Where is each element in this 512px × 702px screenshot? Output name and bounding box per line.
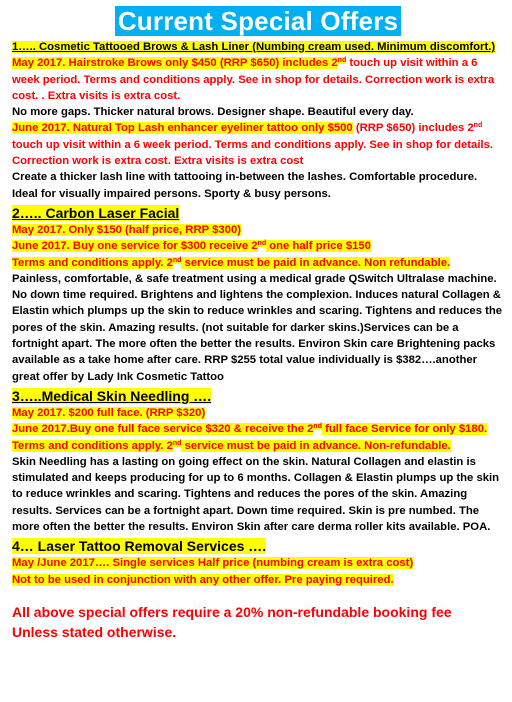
- brows-description: No more gaps. Thicker natural brows. Designer shape. Beautiful every day.: [12, 106, 414, 119]
- offer-line: [12, 222, 504, 238]
- offer-text: June 2017. Buy one service for $300 receive 2: [12, 240, 258, 253]
- section-heading-text: 3…..Medical Skin Needling ….: [12, 387, 212, 404]
- offer-text: Not to be used in conjunction with any other offer. Pre paying required.: [12, 573, 394, 586]
- section-tattoo-removal: [12, 537, 504, 588]
- offer-sup: nd: [172, 439, 182, 447]
- section-heading: [12, 39, 504, 55]
- section-heading-text: 1….. Cosmetic Tattooed Brows & Lash Liner (Numbing cream used. Minimum discomfort.): [12, 41, 496, 53]
- offer-text: (RRP $650) includes 2: [352, 122, 474, 135]
- section-heading-text: 2….. Carbon Laser Facial: [12, 204, 180, 221]
- offer-text: June 2017.Buy one full face service $320 & receive the 2: [12, 423, 314, 436]
- offer-text: May /June 2017…. Single services Half price (numbing cream is extra cost): [12, 557, 414, 570]
- offer-text: May 2017. Only $150 (half price, RRP $300): [12, 223, 241, 236]
- carbon-description: Painless, comfortable, & safe treatment using a medical grade QSwitch Ultralase machine. No down time required. Brightens and lightens the complexion. Induces natural Collagen & Elastin which plumps up the skin to reduce wrinkles and scaring. Tightens and reduces the pores of the skin. Amazing results. (not suitable for darker skins.)Services can be a fortnight apart. The more often the better the results. Environ Skin care Brightening packs available as a take home after care. RRP $255 total value individually is $382….another great offer by Lady Ink Cosmetic Tattoo: [12, 272, 503, 383]
- offer-sup: nd: [257, 240, 267, 248]
- offer-text: May 2017. Hairstroke Brows only $450 (RRP $650) includes 2: [12, 57, 338, 70]
- offer-text: May 2017. $200 full face. (RRP $320): [12, 406, 206, 419]
- offer-text: Terms and conditions apply. 2: [12, 256, 173, 269]
- offer-text: June 2017. Natural Top Lash enhancer eyeliner tattoo only $500: [12, 122, 353, 135]
- offer-line: [12, 572, 504, 588]
- offer-line: [12, 255, 504, 271]
- offer-sup: nd: [473, 122, 483, 130]
- offer-line: [12, 438, 504, 454]
- title-wrap: [12, 6, 504, 36]
- section-carbon-laser: [12, 204, 504, 385]
- offer-hairstroke-brows: [12, 55, 504, 104]
- offer-lash-liner: [12, 120, 504, 169]
- offer-text: one half price $150: [266, 240, 371, 253]
- offer-text: service must be paid in advance. Non refundable.: [181, 256, 451, 269]
- offer-text: full face Service for only $180.: [321, 423, 488, 436]
- booking-fee-notice: [12, 602, 504, 642]
- offer-line: [12, 405, 504, 421]
- lash-description: Create a thicker lash line with tattooing in-between the lashes. Comfortable procedure. Ideal for visually impaired persons. Sporty & busy persons.: [12, 171, 478, 200]
- offer-line: [12, 238, 504, 254]
- needling-description: Skin Needling has a lasting on going effect on the skin. Natural Collagen and elastin is stimulated and keeps producing for up to 6 months. Collagen & Elastin plumps up the skin to reduce wrinkles and scaring. Tightens and reduces the pores of the skin. Amazing results. Services can be a fortnight apart. Down time required. Skin is pre numbed. The more often the better the results. Environ Skin after care derma roller kits available. POA.: [12, 455, 500, 534]
- offer-text: touch up visit within a 6 week period. Terms and conditions apply. See in shop for details. Correction work is extra cost. . Extra visits is extra cost.: [12, 57, 495, 102]
- offer-sup: nd: [313, 423, 322, 431]
- offer-text: Terms and conditions apply. 2: [12, 439, 173, 452]
- offer-text: service must be paid in advance. Non-refundable.: [181, 439, 451, 452]
- offer-line: [12, 421, 504, 437]
- offer-sup: nd: [172, 256, 182, 264]
- page-title: Current Special Offers: [115, 6, 401, 36]
- section-brows-lash: [12, 39, 504, 202]
- offer-sup: nd: [337, 57, 347, 65]
- offer-text: touch up visit within a 6 week period. Terms and conditions apply. See in shop for details. Correction work is extra cost. Extra visits is extra cost: [12, 138, 494, 168]
- section-heading-text: 4… Laser Tattoo Removal Services ….: [12, 538, 267, 555]
- booking-fee-line: Unless stated otherwise.: [12, 623, 177, 640]
- section-heading: [12, 387, 504, 405]
- section-skin-needling: [12, 387, 504, 535]
- booking-fee-line: All above special offers require a 20% non-refundable booking fee: [12, 603, 452, 620]
- section-heading: [12, 204, 504, 222]
- section-heading: [12, 537, 504, 555]
- offer-line: [12, 555, 504, 571]
